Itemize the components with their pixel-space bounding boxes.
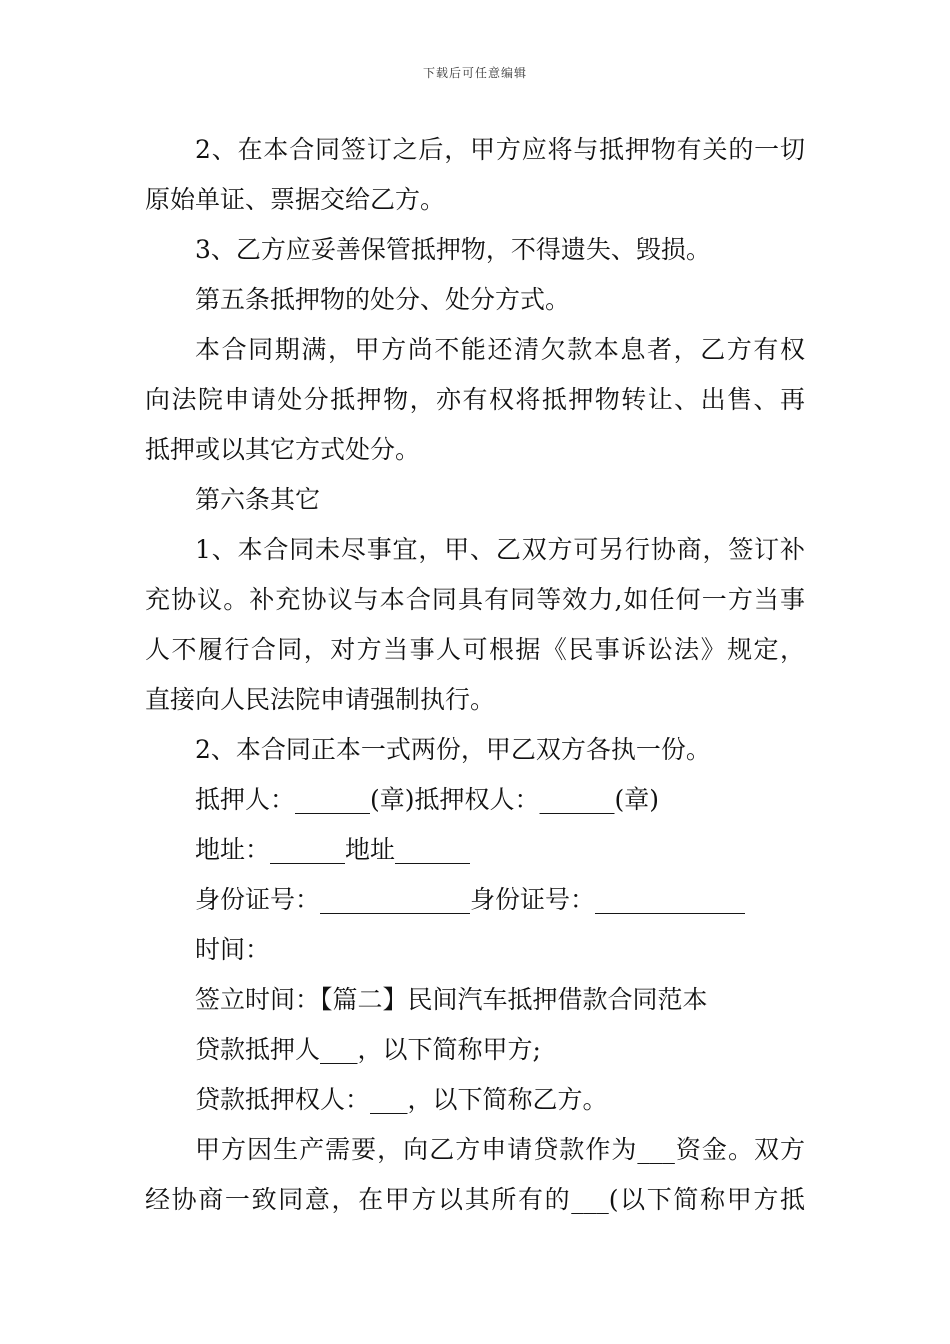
party-a-line: 贷款抵押人___，以下简称甲方; <box>195 1035 541 1064</box>
paragraph-line: 原始单证、票据交给乙方。 <box>145 185 446 214</box>
paragraph-line: 本合同期满，甲方尚不能还清欠款本息者，乙方有权 <box>195 335 805 364</box>
paragraph-line: 2、本合同正本一式两份，甲乙双方各执一份。 <box>195 735 711 764</box>
paragraph-line: 2、在本合同签订之后，甲方应将与抵押物有关的一切 <box>195 135 805 164</box>
time-field-line: 时间： <box>195 935 271 964</box>
paragraph-line: 抵押或以其它方式处分。 <box>145 435 421 464</box>
signature-field-line: 抵押人：______(章)抵押权人：______(章) <box>195 785 660 814</box>
section-heading: 第五条抵押物的处分、处分方式。 <box>195 285 571 314</box>
paragraph-line: 充协议。补充协议与本合同具有同等效力,如任何一方当事 <box>145 585 805 614</box>
party-b-line: 贷款抵押权人：___，以下简称乙方。 <box>195 1085 608 1114</box>
paragraph-line: 人不履行合同，对方当事人可根据《民事诉讼法》规定， <box>145 635 805 664</box>
paragraph-line: 甲方因生产需要，向乙方申请贷款作为___资金。双方 <box>195 1135 805 1164</box>
paragraph-line: 直接向人民法院申请强制执行。 <box>145 685 496 714</box>
id-number-field-line: 身份证号：____________身份证号：____________ <box>195 885 746 914</box>
section-heading: 第六条其它 <box>195 485 321 514</box>
paragraph-line: 3、乙方应妥善保管抵押物，不得遗失、毁损。 <box>195 235 711 264</box>
signing-time-line: 签立时间：【篇二】民间汽车抵押借款合同范本 <box>195 985 708 1014</box>
paragraph-line: 1、本合同未尽事宜，甲、乙双方可另行协商，签订补 <box>195 535 805 564</box>
address-field-line: 地址：______地址______ <box>195 835 471 864</box>
paragraph-line: 经协商一致同意，在甲方以其所有的___(以下简称甲方抵 <box>145 1185 805 1214</box>
paragraph-line: 向法院申请处分抵押物，亦有权将抵押物转让、出售、再 <box>145 385 805 414</box>
page-header-note: 下载后可任意编辑 <box>422 66 527 80</box>
